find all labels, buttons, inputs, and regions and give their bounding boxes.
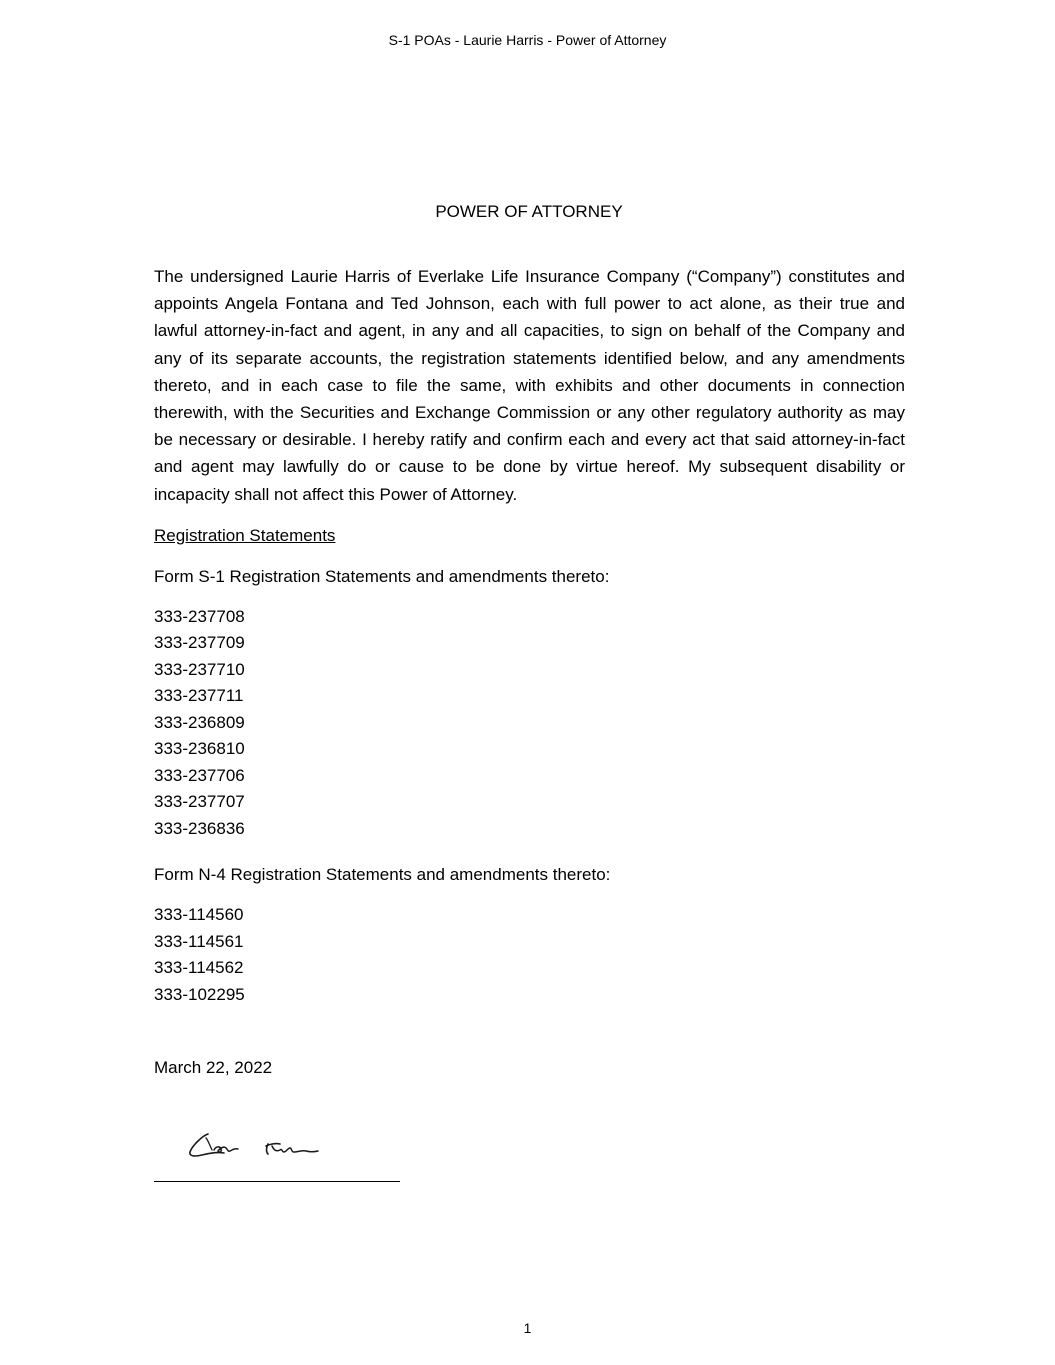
document-content (154, 263, 905, 1081)
document-title: POWER OF ATTORNEY (435, 202, 623, 221)
registration-number: 333-114562 (154, 958, 244, 978)
form-n4-label: Form N-4 Registration Statements and amendments thereto: (154, 865, 611, 885)
registration-number: 333-114561 (154, 931, 244, 951)
registration-number: 333-236810 (154, 739, 245, 759)
registration-number: 333-114560 (154, 905, 244, 925)
signature-date: March 22, 2022 (154, 1058, 273, 1078)
registration-number: 333-102295 (154, 984, 245, 1004)
body-paragraph: The undersigned Laurie Harris of Everlake Life Insurance Company (“Company”) constitutes and appoints Angela Fontana and Ted Johnson, each with full power to act alone, as their true and lawful attorney-in-fact and agent, in any and all capacities, to sign on behalf of the Company and any of its separate accounts, the registration statements identified below, and any amendments thereto, and in each case to file the same, with exhibits and other documents in connection therewith, with the Securities and Exchange Commission or any other regulatory authority as may be necessary or desirable. I hereby ratify and confirm each and every act that said attorney-in-fact and agent may lawfully do or cause to be done by virtue hereof. My subsequent disability or incapacity shall not affect this Power of Attorney. (154, 267, 905, 504)
running-header: S-1 POAs - Laurie Harris - Power of Attorney (388, 32, 667, 48)
page-number: 1 (523, 1320, 532, 1336)
signature-line (154, 1181, 400, 1182)
registration-number: 333-237710 (154, 659, 245, 679)
registration-statements-heading: Registration Statements (154, 525, 336, 545)
registration-number: 333-236836 (154, 818, 245, 838)
registration-number: 333-237706 (154, 765, 245, 785)
registration-number: 333-237708 (154, 606, 245, 626)
registration-number: 333-236809 (154, 712, 245, 732)
form-n4-number-list (154, 902, 905, 1008)
registration-number: 333-237711 (154, 686, 244, 706)
registration-number: 333-237709 (154, 633, 245, 653)
form-s1-label: Form S-1 Registration Statements and amendments thereto: (154, 566, 610, 586)
registration-number: 333-237707 (154, 792, 245, 812)
signature-block (154, 1124, 400, 1182)
form-s1-number-list (154, 604, 905, 843)
handwritten-signature (188, 1124, 328, 1164)
